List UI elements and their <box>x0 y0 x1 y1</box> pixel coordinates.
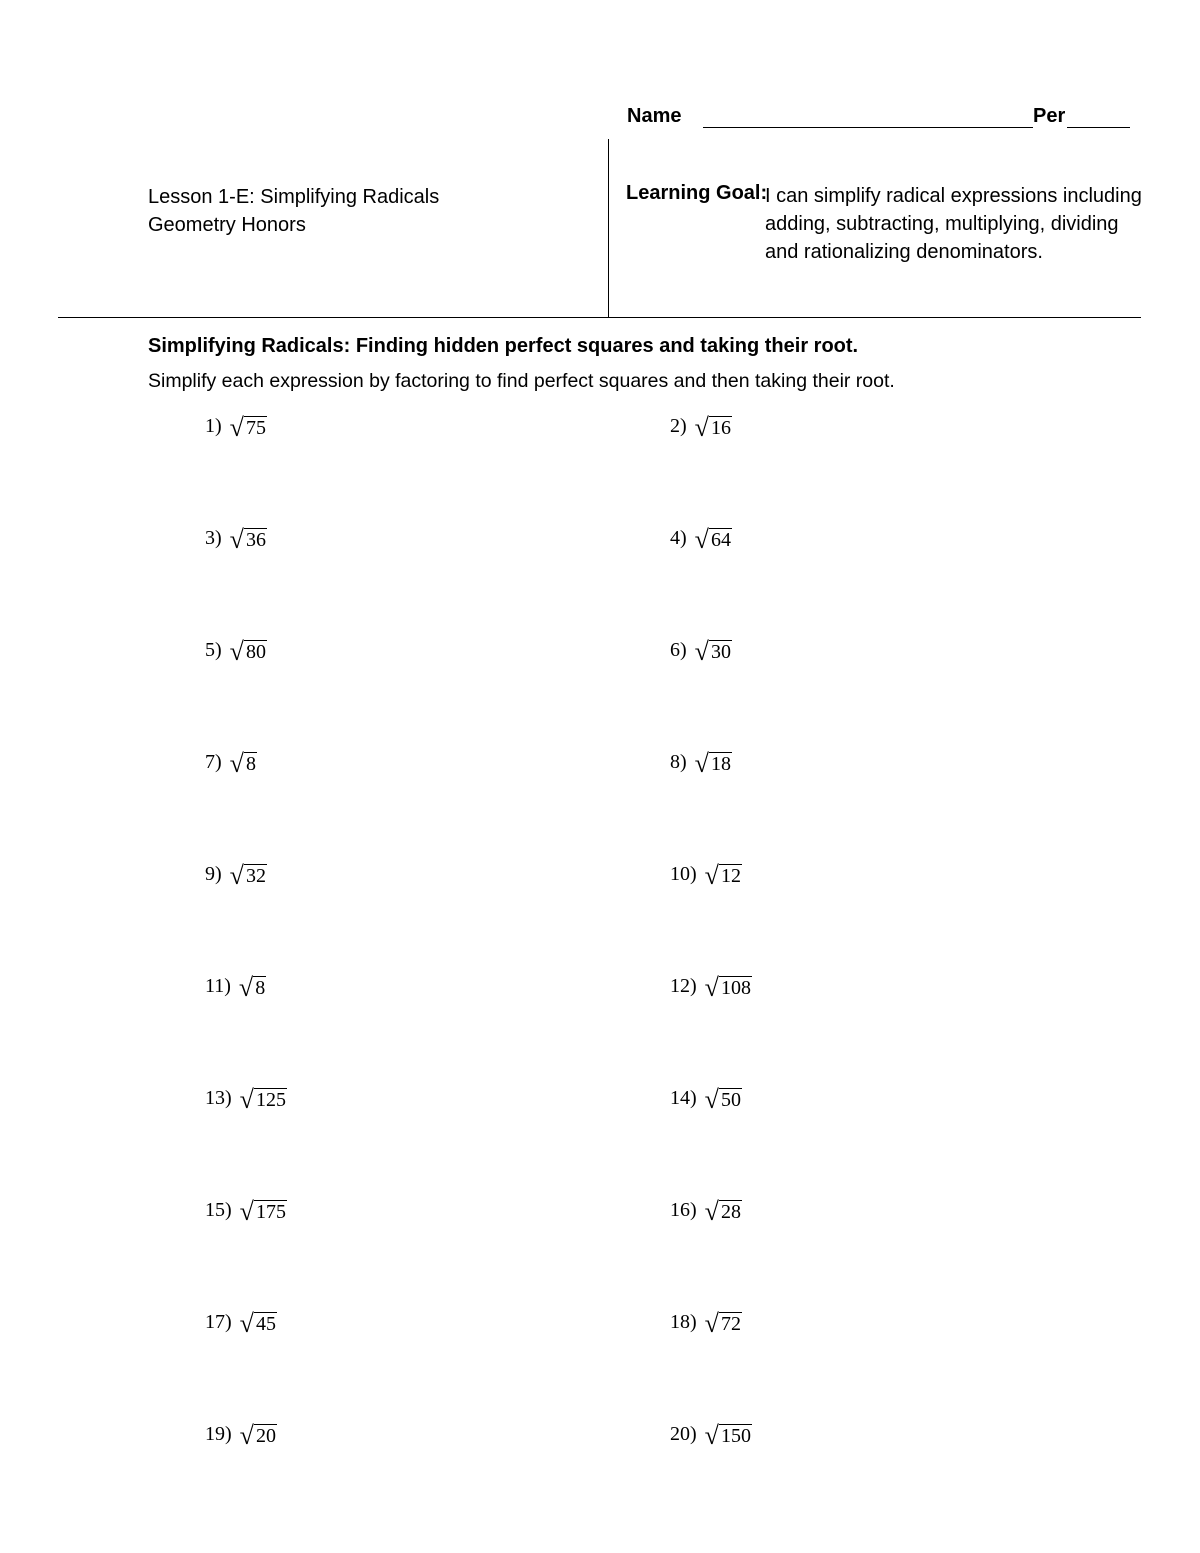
square-root-icon: √ <box>704 861 719 890</box>
learning-goal-label: Learning Goal: <box>626 182 768 204</box>
problem-number: 10) <box>670 863 697 885</box>
period-label: Per <box>1033 105 1066 127</box>
problem-number: 19) <box>205 1423 232 1445</box>
square-root-icon: √ <box>704 1085 719 1114</box>
problem-number: 8) <box>670 751 687 773</box>
problem-number: 7) <box>205 751 222 773</box>
square-root-icon: √ <box>239 1085 254 1114</box>
square-root-icon: √ <box>238 973 254 1002</box>
problem-item <box>670 749 732 778</box>
header-divider-horizontal <box>58 317 1141 318</box>
radicand: 175 <box>255 1201 286 1223</box>
header-divider-vertical <box>608 139 609 318</box>
radicand: 72 <box>720 1313 741 1335</box>
radicand: 125 <box>255 1089 286 1111</box>
problem-number: 16) <box>670 1199 697 1221</box>
problem-number: 4) <box>670 527 687 549</box>
learning-goal-text <box>765 182 1145 266</box>
problem-item <box>670 1421 752 1450</box>
radicand: 64 <box>710 529 731 551</box>
period-field[interactable] <box>1067 127 1130 128</box>
square-root-icon: √ <box>239 1197 254 1226</box>
problem-item <box>205 1309 277 1338</box>
square-root-icon: √ <box>704 1309 719 1338</box>
problem-item <box>670 973 752 1002</box>
problem-number: 3) <box>205 527 222 549</box>
radicand: 18 <box>710 753 731 775</box>
problem-item <box>670 1085 742 1114</box>
problem-item <box>670 1309 742 1338</box>
problem-item <box>205 413 267 442</box>
square-root-icon: √ <box>694 413 709 442</box>
problem-item <box>205 525 267 554</box>
learning-goal-line: adding, subtracting, multiplying, dividing <box>765 213 1119 235</box>
problem-item <box>205 1421 277 1450</box>
square-root-icon: √ <box>704 1421 719 1450</box>
problem-item <box>670 525 732 554</box>
problem-number: 12) <box>670 975 697 997</box>
learning-goal-line: and rationalizing denominators. <box>765 241 1043 263</box>
radicand: 50 <box>720 1089 741 1111</box>
radicand: 28 <box>720 1201 741 1223</box>
section-instructions: Simplify each expression by factoring to find perfect squares and then taking their root. <box>148 370 895 392</box>
radicand: 30 <box>710 641 731 663</box>
square-root-icon: √ <box>704 1197 719 1226</box>
problem-item <box>205 749 257 778</box>
square-root-icon: √ <box>239 1421 254 1450</box>
course-name: Geometry Honors <box>148 214 306 236</box>
problem-item <box>205 637 267 666</box>
problem-number: 1) <box>205 415 222 437</box>
section-title: Simplifying Radicals: Finding hidden perfect squares and taking their root. <box>148 335 859 357</box>
square-root-icon: √ <box>229 637 244 666</box>
square-root-icon: √ <box>694 525 709 554</box>
radicand: 16 <box>710 417 731 439</box>
problem-number: 13) <box>205 1087 232 1109</box>
lesson-title: Lesson 1-E: Simplifying Radicals <box>148 186 440 208</box>
problem-item <box>670 1197 742 1226</box>
radicand: 45 <box>255 1313 276 1335</box>
radicand: 8 <box>245 753 256 775</box>
square-root-icon: √ <box>229 861 244 890</box>
problem-item <box>670 861 742 890</box>
problem-number: 17) <box>205 1311 232 1333</box>
problem-item <box>205 1197 287 1226</box>
problem-number: 9) <box>205 863 222 885</box>
square-root-icon: √ <box>229 413 244 442</box>
name-label: Name <box>627 105 682 127</box>
problem-item <box>205 973 266 1002</box>
square-root-icon: √ <box>704 973 719 1002</box>
problem-item <box>670 413 732 442</box>
learning-goal-line: I can simplify radical expressions including <box>765 185 1142 207</box>
radicand: 150 <box>720 1425 751 1447</box>
problem-number: 20) <box>670 1423 697 1445</box>
problem-number: 6) <box>670 639 687 661</box>
problem-item <box>205 1085 287 1114</box>
radicand: 36 <box>245 529 266 551</box>
problem-number: 2) <box>670 415 687 437</box>
square-root-icon: √ <box>229 525 244 554</box>
problem-number: 5) <box>205 639 222 661</box>
problem-item <box>670 637 732 666</box>
radicand: 108 <box>720 977 751 999</box>
square-root-icon: √ <box>694 749 709 778</box>
radicand: 8 <box>255 977 266 999</box>
problem-item <box>205 861 267 890</box>
radicand: 80 <box>245 641 266 663</box>
lesson-info <box>148 183 439 239</box>
problem-number: 14) <box>670 1087 697 1109</box>
problem-number: 18) <box>670 1311 697 1333</box>
square-root-icon: √ <box>694 637 709 666</box>
problem-number: 11) <box>205 975 231 997</box>
radicand: 75 <box>245 417 266 439</box>
square-root-icon: √ <box>239 1309 254 1338</box>
radicand: 32 <box>245 865 266 887</box>
name-field[interactable] <box>703 127 1033 128</box>
problem-number: 15) <box>205 1199 232 1221</box>
square-root-icon: √ <box>229 749 244 778</box>
radicand: 20 <box>255 1425 276 1447</box>
radicand: 12 <box>720 865 741 887</box>
